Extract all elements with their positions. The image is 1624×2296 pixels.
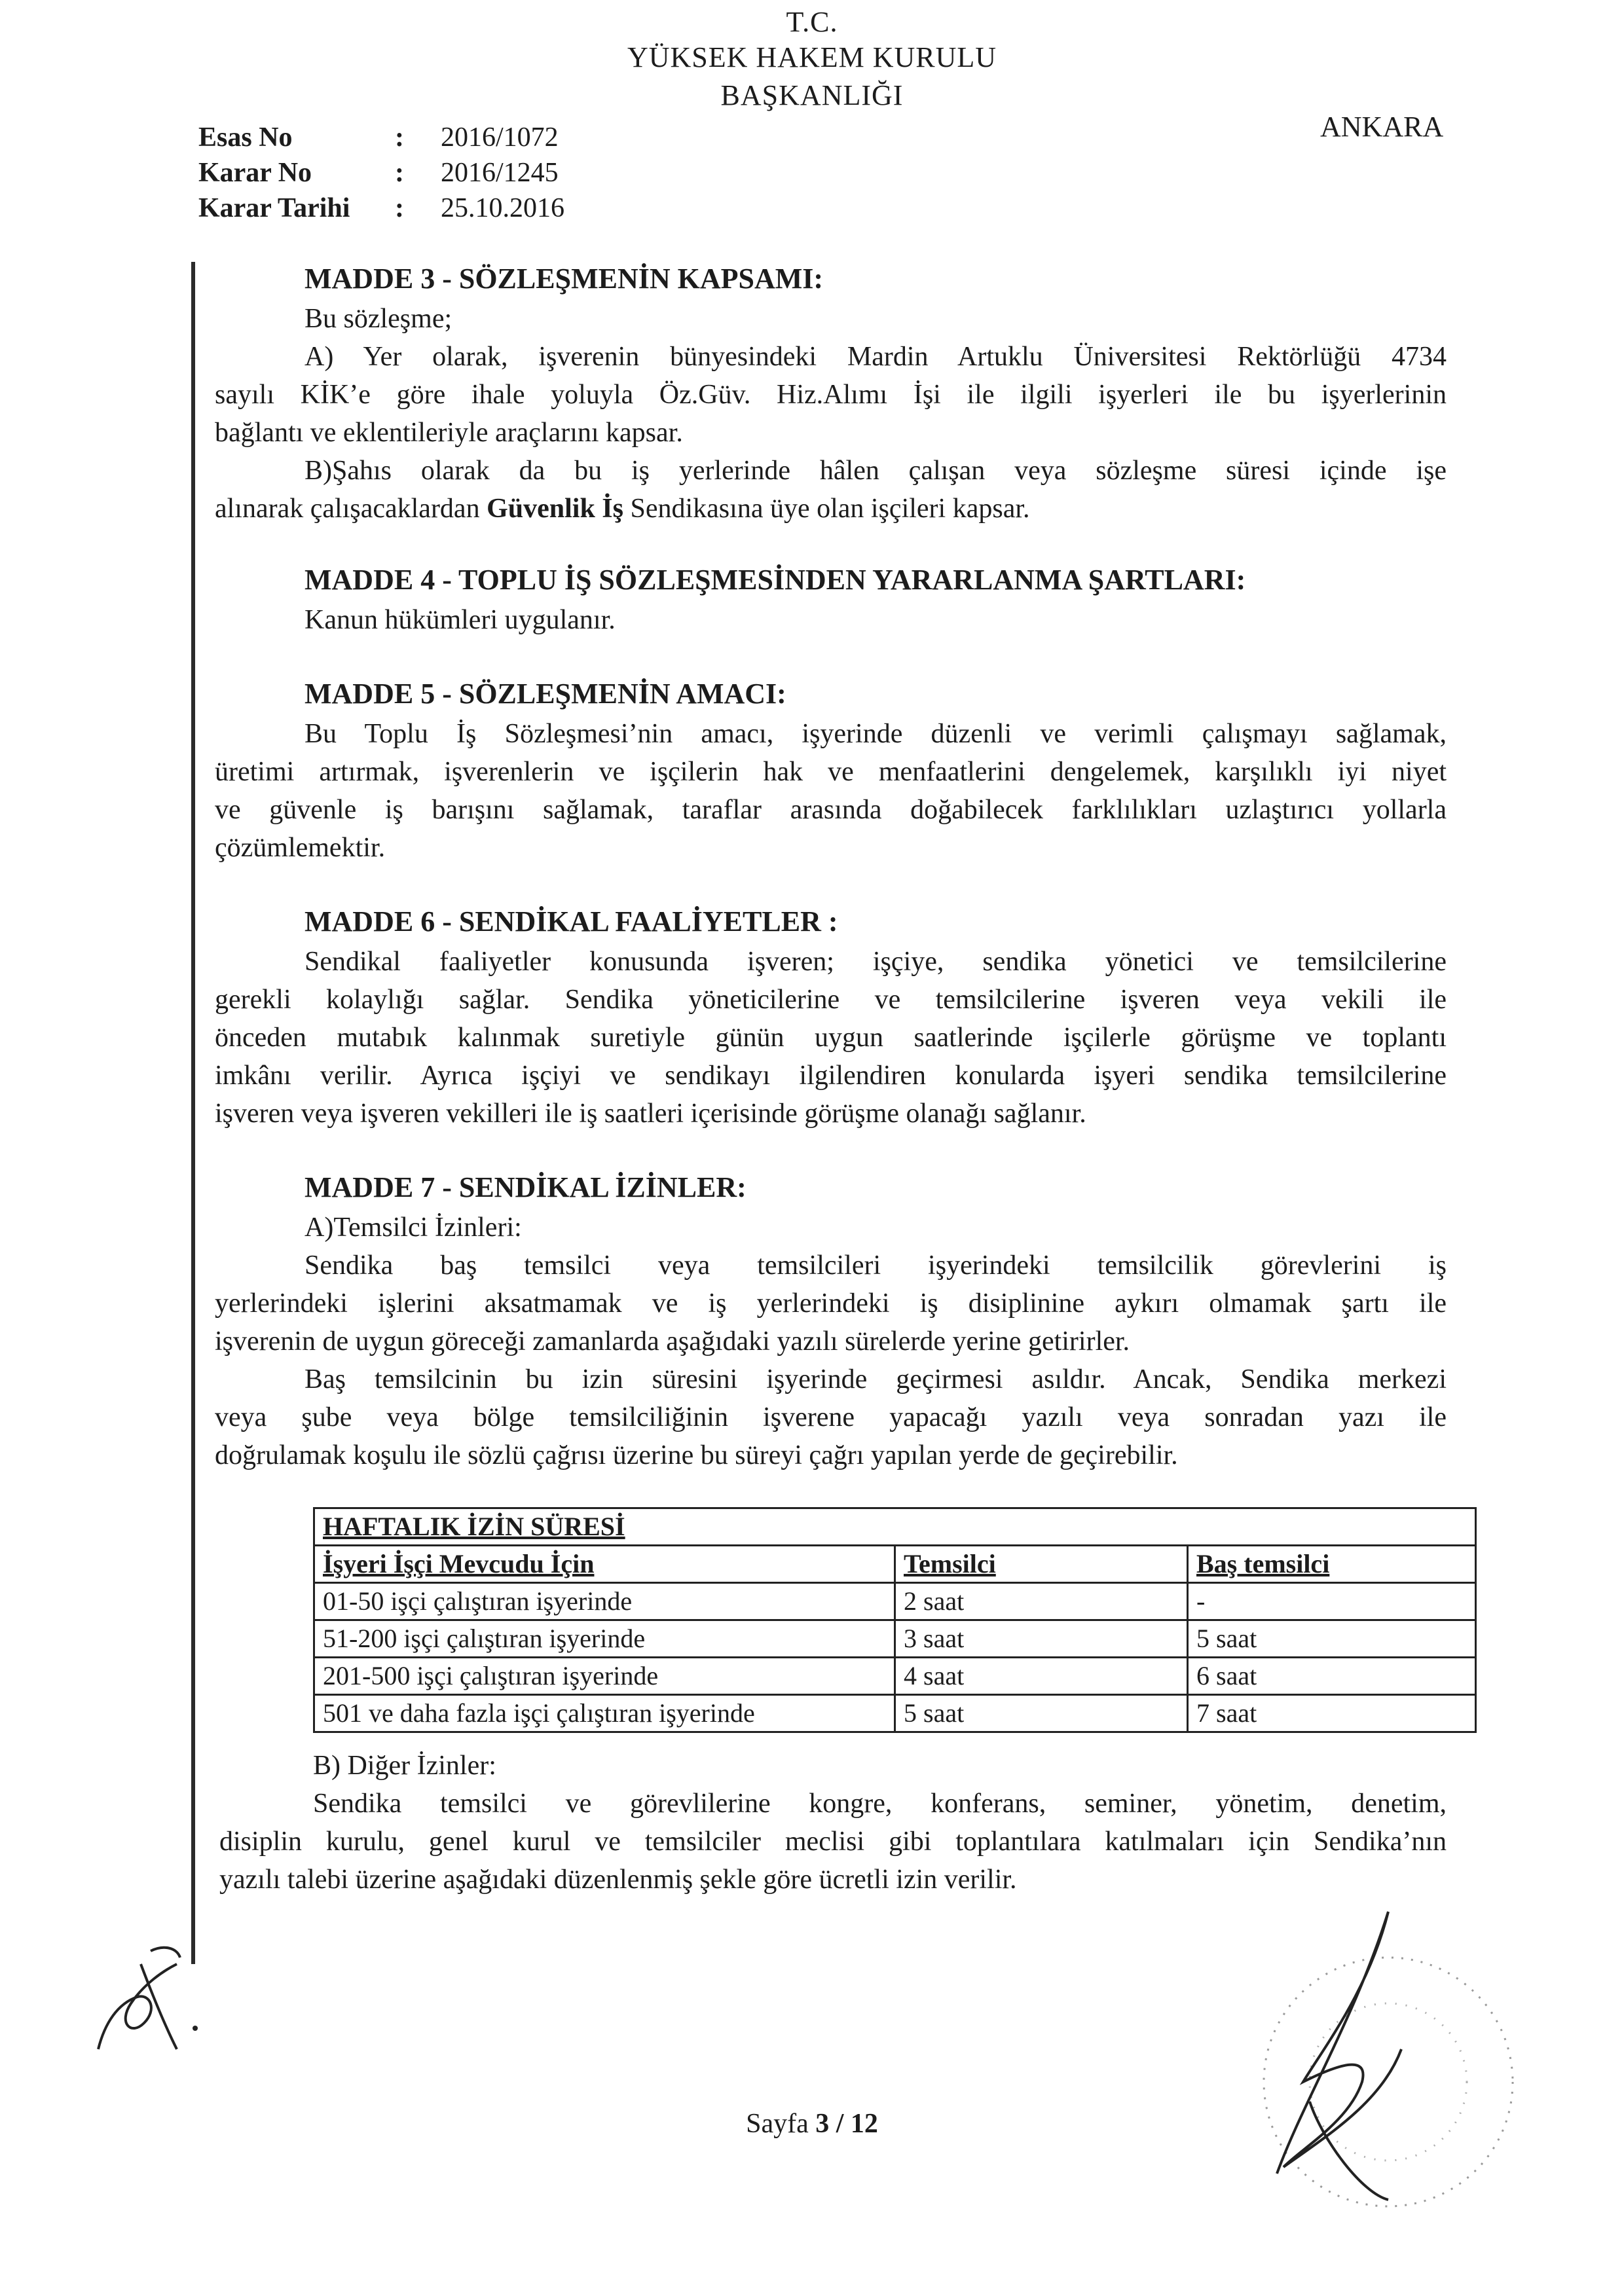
table-title-row <box>314 1508 1476 1546</box>
article-3-a-line: A) Yer olarak, işverenin bünyesindeki Mardin Artuklu Üniversitesi Rektörlüğü 4734 <box>304 342 1447 372</box>
signature-seal-icon <box>1172 1886 1539 2226</box>
meta-value: 25.10.2016 <box>441 193 564 223</box>
article-3-b-text: Sendikasına üye olan işçileri kapsar. <box>623 494 1030 524</box>
table-header-row <box>314 1546 1476 1583</box>
article-5-line: Bu Toplu İş Sözleşmesi’nin amacı, işyerinde düzenli ve verimli çalışmayı sağlamak, <box>304 719 1447 749</box>
page-number <box>0 2108 1624 2140</box>
table-cell: 51-200 işçi çalıştıran işyerinde <box>314 1620 895 1658</box>
table-cell: 2 saat <box>895 1583 1188 1620</box>
article-7-line: Baş temsilcinin bu izin süresini işyerinde geçirmesi asıldır. Ancak, Sendika merkezi <box>304 1364 1447 1394</box>
article-7-sub-a: A)Temsilci İzinleri: <box>304 1212 522 1243</box>
article-3-intro: Bu sözleşme; <box>304 304 452 334</box>
article-7-sub-b: B) Diğer İzinler: <box>313 1751 496 1781</box>
table-row <box>314 1658 1476 1695</box>
header-org-line1: YÜKSEK HAKEM KURULU <box>627 41 997 73</box>
table-row <box>314 1620 1476 1658</box>
table-header-cell: Baş temsilci <box>1188 1546 1476 1583</box>
article-7-title: MADDE 7 - SENDİKAL İZİNLER: <box>304 1171 747 1203</box>
article-7-line: yazılı talebi üzerine aşağıdaki düzenlenmiş şekle göre ücretli izin verilir. <box>219 1865 1017 1895</box>
meta-row-tarih: Karar Tarihi : 25.10.2016 <box>198 193 564 223</box>
table-cell: 5 saat <box>895 1695 1188 1732</box>
table-cell: 01-50 işçi çalıştıran işyerinde <box>314 1583 895 1620</box>
table-header-cell: İşyeri İşçi Mevcudu İçin <box>314 1546 895 1583</box>
initials-signature-icon <box>79 1925 210 2069</box>
article-6-title: MADDE 6 - SENDİKAL FAALİYETLER : <box>304 905 838 938</box>
article-6-line: imkânı verilir. Ayrıca işçiyi ve sendikayı ilgilendiren konularda işyeri sendika temsilcilerine <box>215 1061 1447 1091</box>
article-7-line: Sendika temsilci ve görevlilerine kongre, konferans, seminer, yönetim, denetim, <box>313 1789 1447 1819</box>
article-5-title: MADDE 5 - SÖZLEŞMENİN AMACI: <box>304 678 786 710</box>
table-cell: 7 saat <box>1188 1695 1476 1732</box>
article-3-title: MADDE 3 - SÖZLEŞMENİN KAPSAMI: <box>304 263 824 295</box>
table-cell: 4 saat <box>895 1658 1188 1695</box>
meta-row-esas: Esas No : 2016/1072 <box>198 122 559 153</box>
table-cell: 3 saat <box>895 1620 1188 1658</box>
article-5-line: çözümlemektir. <box>215 833 386 863</box>
table-cell: 201-500 işçi çalıştıran işyerinde <box>314 1658 895 1695</box>
header-tc: T.C. <box>786 6 838 38</box>
meta-label: Esas No <box>198 122 293 153</box>
table-cell: 5 saat <box>1188 1620 1476 1658</box>
meta-row-karar: Karar No : 2016/1245 <box>198 158 559 188</box>
article-6-line: gerekli kolaylığı sağlar. Sendika yöneticilerine ve temsilcilerine işveren veya vekili ile <box>215 985 1447 1015</box>
article-3-b-text: alınarak çalışacaklardan <box>215 494 487 524</box>
article-7-line: disiplin kurulu, genel kurul ve temsilciler meclisi gibi toplantılara katılmaları için Sendika’nın <box>219 1827 1447 1857</box>
meta-value: 2016/1072 <box>441 122 559 153</box>
article-7-line: veya şube veya bölge temsilciliğinin işverene yapacağı yazılı veya sonradan yazı ile <box>215 1402 1447 1432</box>
article-4-text: Kanun hükümleri uygulanır. <box>304 605 616 635</box>
meta-value: 2016/1245 <box>441 158 559 188</box>
meta-label: Karar No <box>198 158 312 188</box>
table-cell: - <box>1188 1583 1476 1620</box>
article-7-line: Sendika baş temsilci veya temsilcileri işyerindeki temsilcilik görevlerini iş <box>304 1250 1447 1281</box>
table-title: HAFTALIK İZİN SÜRESİ <box>314 1508 1476 1546</box>
table-cell: 6 saat <box>1188 1658 1476 1695</box>
header-org-line2: BAŞKANLIĞI <box>720 79 904 111</box>
article-6-line: önceden mutabık kalınmak suretiyle günün uygun saatlerinde işçilerle görüşme ve toplantı <box>215 1023 1447 1053</box>
table-row <box>314 1583 1476 1620</box>
article-3-a-line: bağlantı ve eklentileriyle araçlarını kapsar. <box>215 418 683 448</box>
page-prefix: Sayfa <box>746 2109 816 2139</box>
union-name-bold: Güvenlik İş <box>487 494 623 524</box>
article-7-line: yerlerindeki işlerini aksatmamak ve iş yerlerindeki iş disiplinine aykırı olmamak şartı ile <box>215 1288 1447 1319</box>
article-3-b-line: B)Şahıs olarak da bu iş yerlerinde hâlen çalışan veya sözleşme süresi içinde işe <box>304 456 1447 486</box>
margin-rule <box>191 262 195 1964</box>
table-row <box>314 1695 1476 1732</box>
page-separator: / <box>829 2109 851 2139</box>
article-5-line: ve güvenle iş barışını sağlamak, taraflar arasında doğabilecek farklılıkları uzlaştırıcı yollarla <box>215 795 1447 825</box>
page-current: 3 <box>815 2109 830 2139</box>
article-7-line: işverenin de uygun göreceği zamanlarda aşağıdaki yazılı sürelerde yerine getirirler. <box>215 1326 1130 1357</box>
table-cell: 501 ve daha fazla işçi çalıştıran işyerinde <box>314 1695 895 1732</box>
leave-table <box>313 1507 1477 1733</box>
article-4-title: MADDE 4 - TOPLU İŞ SÖZLEŞMESİNDEN YARARLANMA ŞARTLARI: <box>304 564 1246 596</box>
article-6-line: Sendikal faaliyetler konusunda işveren; işçiye, sendika yönetici ve temsilcilerine <box>304 947 1447 977</box>
page-total: 12 <box>850 2109 878 2139</box>
table-header-cell: Temsilci <box>895 1546 1188 1583</box>
article-3-a-line: sayılı KİK’e göre ihale yoluyla Öz.Güv. Hiz.Alımı İşi ile ilgili işyerleri ile bu işyerlerinin <box>215 380 1447 410</box>
article-6-line: işveren veya işveren vekilleri ile iş saatleri içerisinde görüşme olanağı sağlanır. <box>215 1099 1086 1129</box>
article-7-line: doğrulamak koşulu ile sözlü çağrısı üzerine bu süreyi çağrı yapılan yerde de geçirebilir. <box>215 1440 1178 1470</box>
header-city: ANKARA <box>1320 111 1444 143</box>
meta-label: Karar Tarihi <box>198 193 350 223</box>
article-3-b-line2 <box>215 490 1030 528</box>
article-5-line: üretimi artırmak, işverenlerin ve işçilerin hak ve menfaatlerini dengelemek, karşılıklı iyi niyet <box>215 757 1447 787</box>
